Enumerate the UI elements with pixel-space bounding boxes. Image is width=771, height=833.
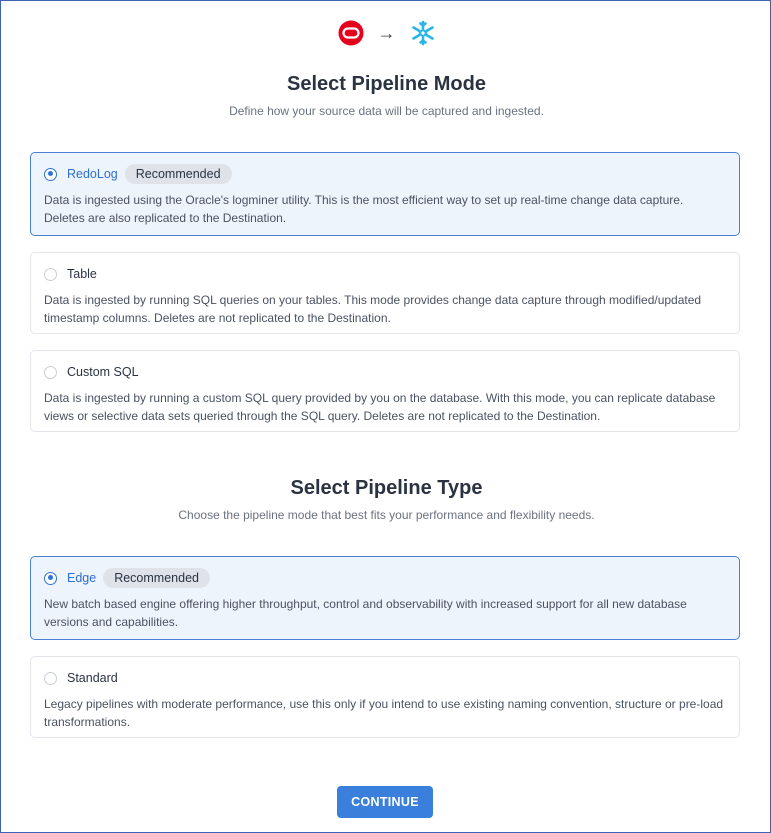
continue-button[interactable]: CONTINUE <box>337 786 433 818</box>
mode-option-label: RedoLog <box>67 167 118 181</box>
mode-option-description: Data is ingested using the Oracle's logminer utility. This is the most efficient way to set up real-time change data capture. Deletes are also replicated to the Destination. <box>44 193 684 225</box>
type-option-description: Legacy pipelines with moderate performance, use this only if you intend to use existing naming convention, structure or pre-load transformations. <box>44 697 724 729</box>
radio-redolog[interactable] <box>44 168 57 181</box>
oracle-logo-icon <box>338 20 364 46</box>
type-option-label: Standard <box>67 671 118 685</box>
pipeline-type-subtitle: Choose the pipeline mode that best fits your performance and flexibility needs. <box>178 508 595 522</box>
type-option-label: Edge <box>67 571 97 585</box>
mode-option-description: Data is ingested by running SQL queries on your tables. This mode provides change data capture through modified/updated timestamp columns. Deletes are not replicated to the Destination. <box>44 293 702 325</box>
pipeline-type-title: Select Pipeline Type <box>290 477 483 499</box>
recommended-badge: Recommended <box>103 568 210 588</box>
type-option-edge[interactable] <box>30 556 740 640</box>
mode-option-redolog[interactable] <box>30 152 740 236</box>
recommended-badge: Recommended <box>125 164 232 184</box>
radio-standard[interactable] <box>44 672 57 685</box>
mode-option-custom-sql[interactable] <box>30 350 740 432</box>
mode-option-table[interactable] <box>30 252 740 334</box>
radio-custom-sql[interactable] <box>44 366 57 379</box>
radio-table[interactable] <box>44 268 57 281</box>
arrow-right-icon: → <box>377 23 396 43</box>
snowflake-logo-icon <box>410 20 436 46</box>
mode-option-label: Custom SQL <box>67 365 139 379</box>
pipeline-mode-subtitle: Define how your source data will be captured and ingested. <box>229 104 544 118</box>
mode-option-description: Data is ingested by running a custom SQL query provided by you on the database. With this mode, you can replicate database views or selective data sets queried through the SQL query. Deletes are not replicated to the Destination. <box>44 391 716 423</box>
radio-edge[interactable] <box>44 572 57 585</box>
pipeline-mode-title: Select Pipeline Mode <box>287 73 486 95</box>
mode-option-label: Table <box>67 267 97 281</box>
connection-logos <box>1 19 771 47</box>
type-option-standard[interactable] <box>30 656 740 738</box>
type-option-description: New batch based engine offering higher throughput, control and observability with increased support for all new database versions and capabilities. <box>44 597 687 629</box>
